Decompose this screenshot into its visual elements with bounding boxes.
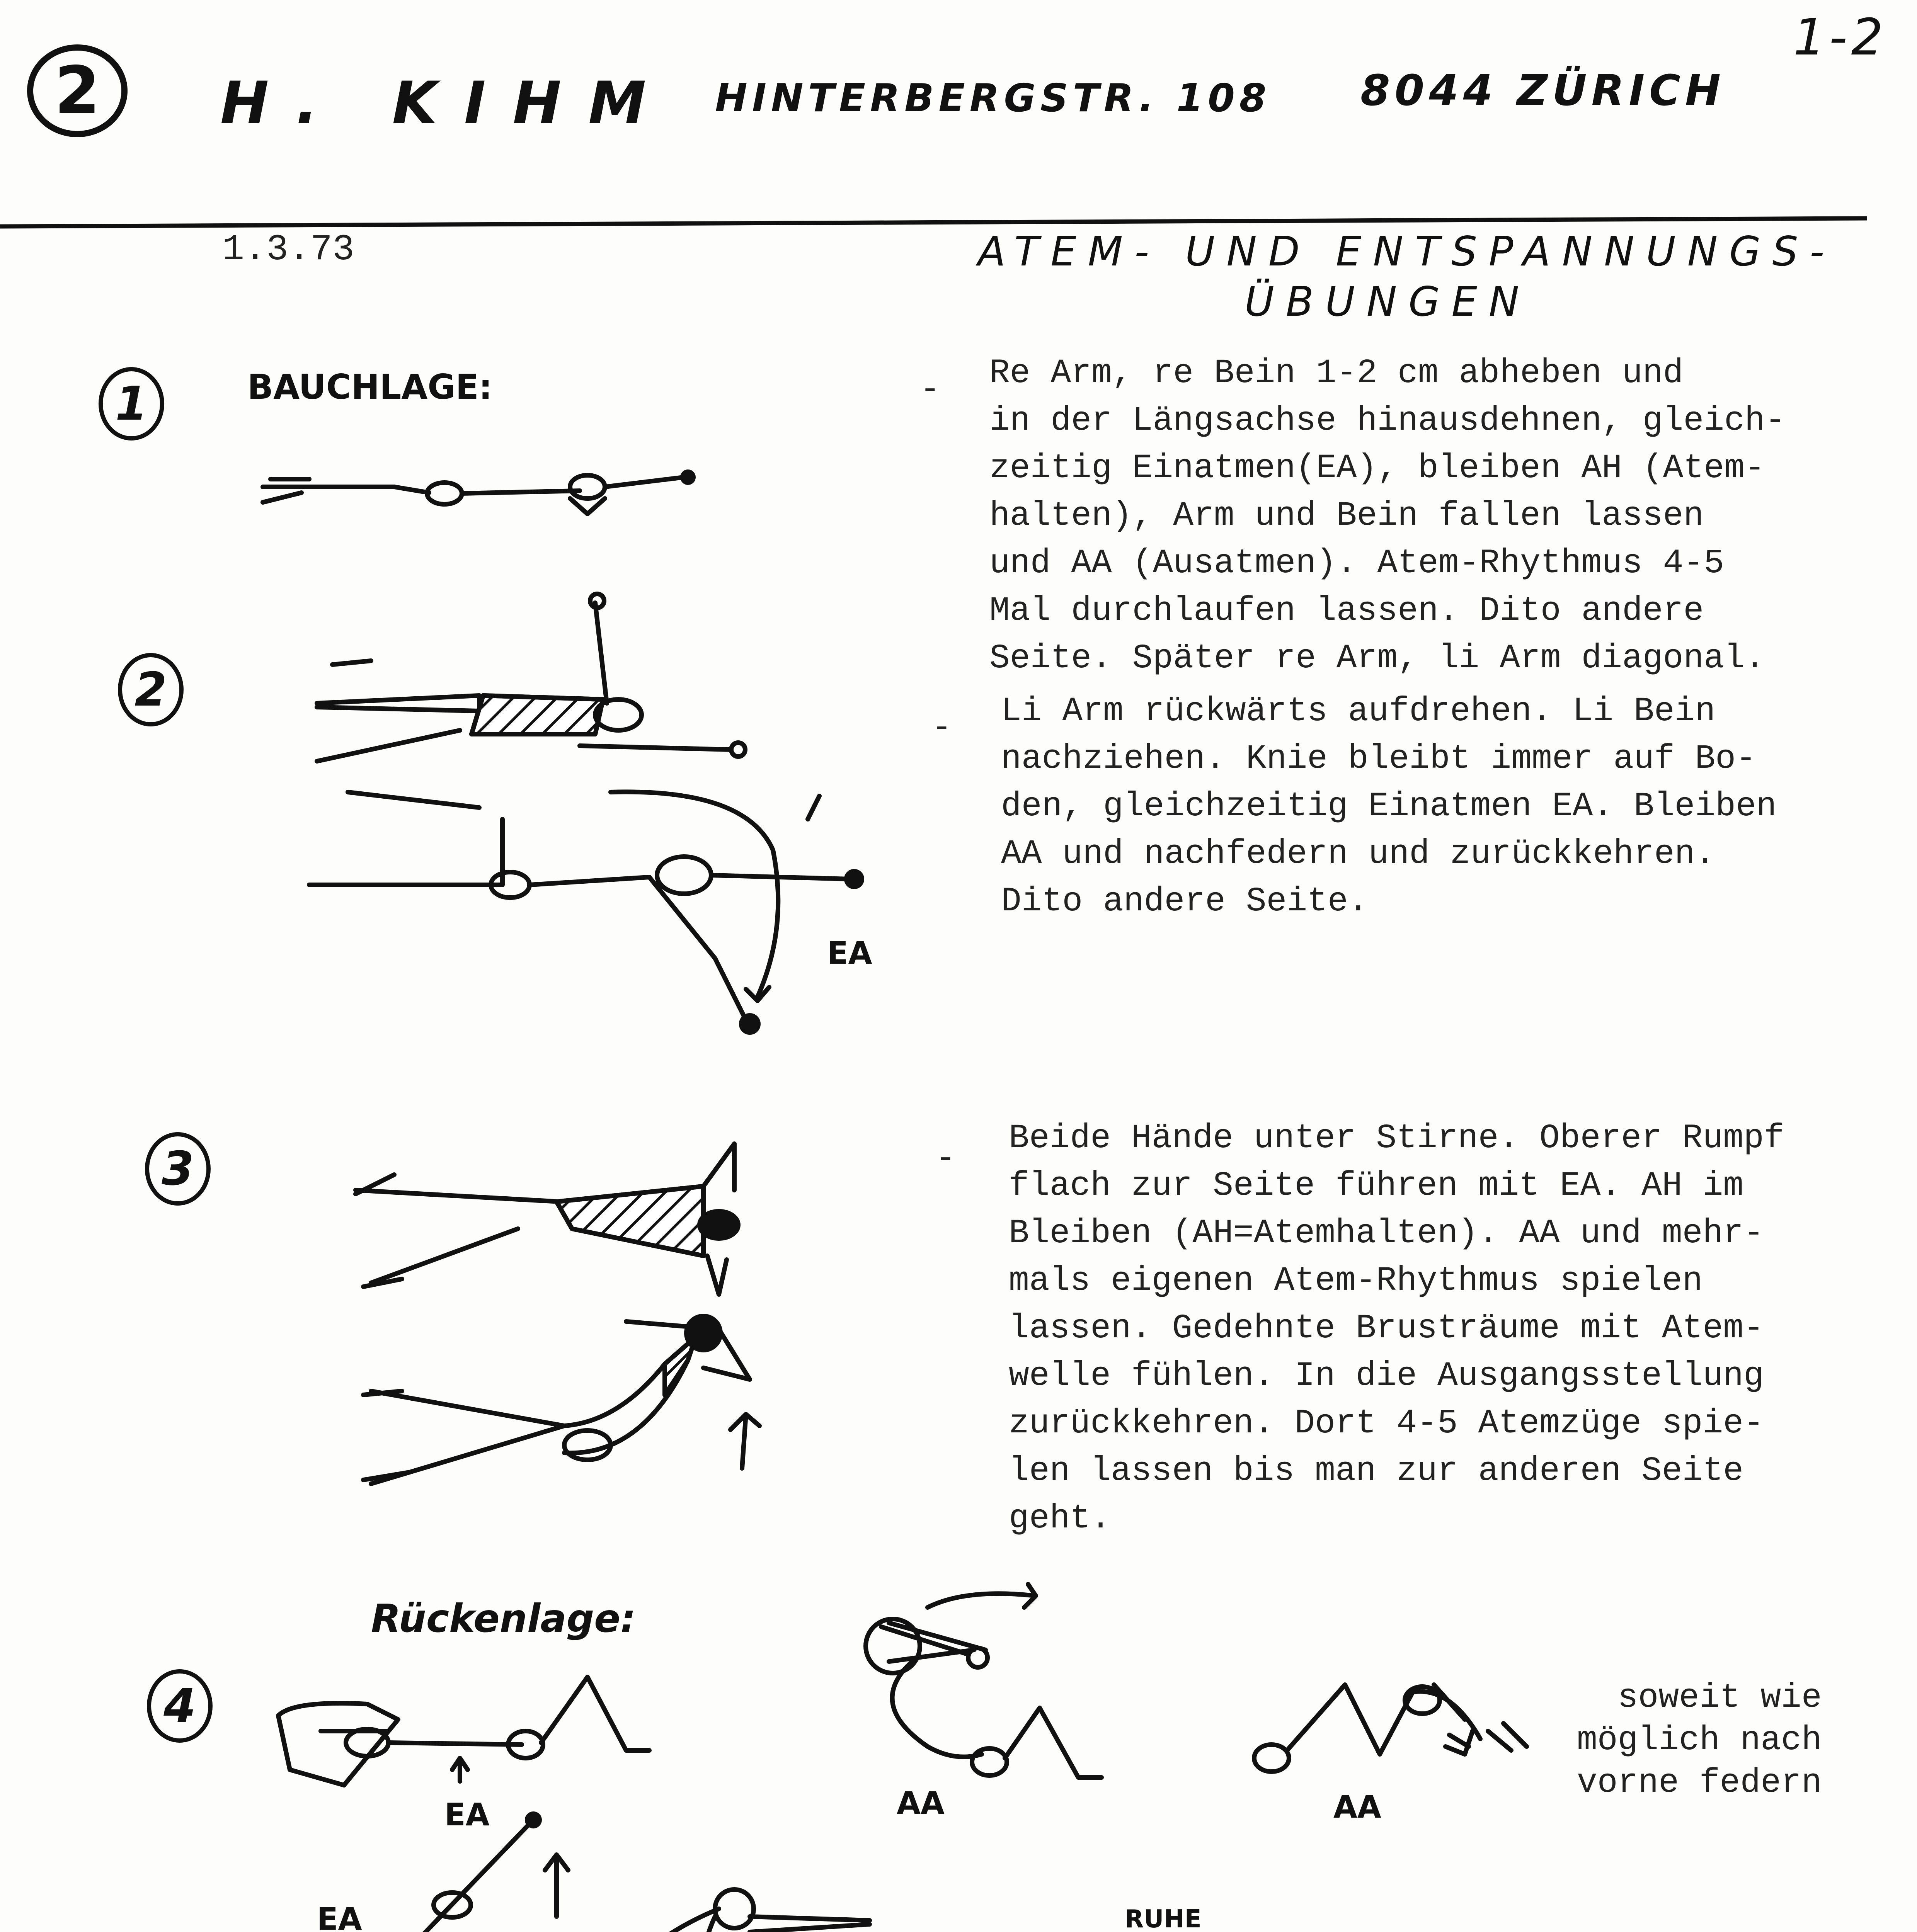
author-name: H. KIHM xyxy=(220,70,673,137)
exercise-1-number: 1 xyxy=(99,367,164,440)
title-line-1: ATEM- UND ENTSPANNUNGS- xyxy=(978,228,1836,275)
exercise-4-figure-roll-up xyxy=(850,1584,1121,1777)
exercise-3-figure-start xyxy=(348,1136,773,1298)
exercise-3-dash: - xyxy=(935,1140,956,1178)
city-address: 8044 ZÜRICH xyxy=(1360,66,1725,115)
exercise-2-figure-turn xyxy=(301,773,881,1043)
exercise-3-text: Beide Hände unter Stirne. Oberer Rumpf flach zur Seite führen mit EA. AH im Bleiben (AH=Atemhalten). AA und mehr- mals eigenen Atem-Rhythmus spielen lassen. Gedehnte Brusträume mit Atem- welle fühlen. In die Ausgangsstellung zurückkehren. Dort 4-5 Atemzüge spie- len lassen bis man zur anderen Seite geht. xyxy=(1009,1119,1784,1538)
exercise-2-number: 2 xyxy=(118,653,184,726)
exercise-4-label-aa-1: AA xyxy=(897,1785,945,1821)
exercise-4-number: 4 xyxy=(147,1669,213,1743)
sheet-reference: 1-2 xyxy=(1793,8,1887,66)
exercise-1-text: Re Arm, re Bein 1-2 cm abheben und in der Längsachse hinausdehnen, gleich- zeitig Einatmen(EA), bleiben AH (Atem- halten), Arm und Bein fallen lassen und AA (Ausatmen). Atem-Rhythmus 4-5 Mal durchlaufen lassen. Dito andere Seite. Später re Arm, li Arm diagonal. xyxy=(989,354,1786,678)
exercise-4-figure-forward xyxy=(1248,1669,1558,1808)
exercise-4-label-ea-left: EA xyxy=(317,1901,362,1932)
exercise-3-number: 3 xyxy=(145,1132,211,1206)
exercise-4-figure-rest xyxy=(982,1924,1360,1932)
exercise-2-dash: - xyxy=(931,709,952,747)
page-number: 2 xyxy=(54,53,100,129)
exercise-2-text: Li Arm rückwärts aufdrehen. Li Bein nachziehen. Knie bleibt immer auf Bo- den, gleichzeitig Einatmen EA. Bleiben AA und nachfedern und zurückkehren. Dito andere Seite. xyxy=(1001,692,1777,921)
title-line-2: ÜBUNGEN xyxy=(1245,278,1531,325)
exercise-4-figure-lying xyxy=(271,1654,696,1816)
exercise-4-figure-arms-up xyxy=(317,1808,611,1932)
page-number-badge xyxy=(27,44,128,137)
section-heading-prone: BAUCHLAGE: xyxy=(247,367,492,407)
exercise-4-label-ruhe: RUHE xyxy=(1125,1905,1202,1932)
street-address: HINTERBERGSTR. 108 xyxy=(715,75,1271,121)
exercise-4-label-aa-2: AA xyxy=(1333,1789,1381,1825)
exercise-4-note-forward: soweit wie möglich nach vorne federn xyxy=(1577,1679,1822,1802)
exercise-3-figure-turn xyxy=(348,1298,773,1499)
exercise-1-figure xyxy=(255,456,719,533)
exercise-4-figure-arms-back xyxy=(603,1886,974,1932)
exercise-2-label-ea: EA xyxy=(827,935,872,971)
document-date: 1.3.73 xyxy=(222,229,355,270)
exercise-4-label-ea-top: EA xyxy=(444,1797,490,1833)
exercise-1-dash: - xyxy=(920,371,940,409)
exercise-2-figure-start xyxy=(301,580,804,781)
section-heading-supine: Rückenlage: xyxy=(371,1596,636,1641)
